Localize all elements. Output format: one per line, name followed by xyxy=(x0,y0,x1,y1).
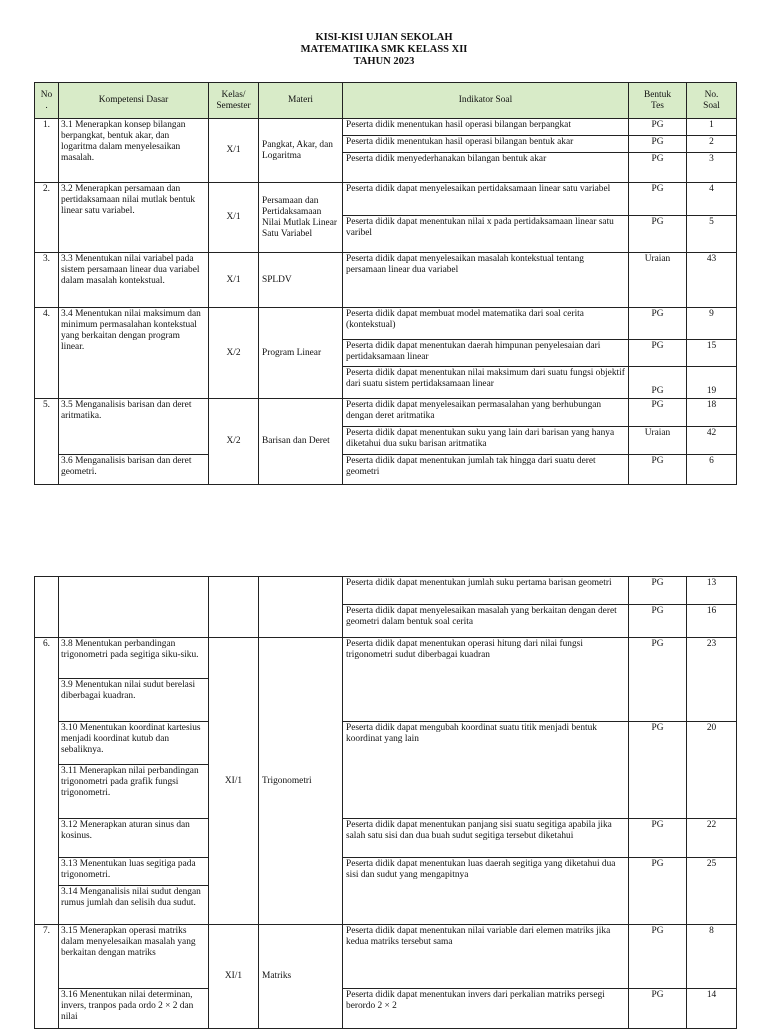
kompetensi-dasar: 3.12 Menerapkan aturan sinus dan kosinus. xyxy=(59,819,209,858)
nomor-soal: 3 xyxy=(687,153,737,183)
bentuk-tes: Uraian xyxy=(629,253,687,308)
kelas-semester: X/2 xyxy=(209,308,259,399)
nomor-soal: 6 xyxy=(687,455,737,485)
kisi-kisi-table-page-1 xyxy=(34,82,737,485)
title-line-3: TAHUN 2023 xyxy=(353,56,415,67)
header-kelas-semester: Kelas/ Semester xyxy=(209,83,259,119)
materi: Trigonometri xyxy=(259,638,343,925)
kelas-semester: X/1 xyxy=(209,253,259,308)
indikator-soal: Peserta didik dapat menyelesaikan masalah kontekstual tentang persamaan linear dua variabel xyxy=(343,253,629,308)
bentuk-tes: PG xyxy=(629,367,687,399)
kompetensi-dasar: 3.4 Menentukan nilai maksimum dan minimum permasalahan kontekstual yang berkaitan dengan program linear. xyxy=(59,308,209,399)
nomor-soal: 19 xyxy=(687,367,737,399)
kompetensi-dasar: 3.5 Menganalisis barisan dan deret aritmatika. xyxy=(59,399,209,455)
row-number: 1. xyxy=(35,119,59,183)
nomor-soal: 14 xyxy=(687,989,737,1029)
row-number: 2. xyxy=(35,183,59,253)
nomor-soal: 23 xyxy=(687,638,737,722)
indikator-soal: Peserta didik menentukan hasil operasi bilangan berpangkat xyxy=(343,119,629,136)
indikator-soal: Peserta didik dapat menentukan luas daerah segitiga yang diketahui dua sisi dan sudut yang mengapitnya xyxy=(343,858,629,925)
bentuk-tes: Uraian xyxy=(629,427,687,455)
bentuk-tes: PG xyxy=(629,455,687,485)
header-materi: Materi xyxy=(259,83,343,119)
kelas-semester: X/2 xyxy=(209,399,259,485)
header-no-soal: No. Soal xyxy=(687,83,737,119)
nomor-soal: 20 xyxy=(687,722,737,819)
bentuk-tes: PG xyxy=(629,308,687,340)
indikator-soal: Peserta didik dapat menentukan nilai variable dari elemen matriks jika kedua matriks tersebut sama xyxy=(343,925,629,989)
bentuk-tes: PG xyxy=(629,577,687,605)
kelas-semester xyxy=(209,577,259,638)
indikator-soal: Peserta didik dapat menentukan daerah himpunan penyelesaian dari pertidaksamaan linear xyxy=(343,340,629,367)
kompetensi-dasar: 3.9 Menentukan nilai sudut berelasi diberbagai kuadran. xyxy=(59,679,209,722)
bentuk-tes: PG xyxy=(629,136,687,153)
bentuk-tes: PG xyxy=(629,399,687,427)
indikator-soal: Peserta didik dapat menentukan panjang sisi suatu segitiga apabila jika salah satu sisi dan dua buah sudut segitiga tersebut diketahui xyxy=(343,819,629,858)
kompetensi-dasar: 3.15 Menerapkan operasi matriks dalam menyelesaikan masalah yang berkaitan dengan matriks xyxy=(59,925,209,989)
nomor-soal: 9 xyxy=(687,308,737,340)
materi: Barisan dan Deret xyxy=(259,399,343,485)
bentuk-tes: PG xyxy=(629,340,687,367)
materi: Pangkat, Akar, dan Logaritma xyxy=(259,119,343,183)
bentuk-tes: PG xyxy=(629,989,687,1029)
nomor-soal: 43 xyxy=(687,253,737,308)
indikator-soal: Peserta didik dapat menentukan jumlah tak hingga dari suatu deret geometri xyxy=(343,455,629,485)
title-line-2: MATEMATIIKA SMK KELASS XII xyxy=(300,44,468,55)
kompetensi-dasar: 3.6 Menganalisis barisan dan deret geometri. xyxy=(59,455,209,485)
nomor-soal: 13 xyxy=(687,577,737,605)
bentuk-tes: PG xyxy=(629,858,687,925)
indikator-soal: Peserta didik menentukan hasil operasi bilangan bentuk akar xyxy=(343,136,629,153)
kompetensi-dasar: 3.11 Menerapkan nilai perbandingan trigonometri pada grafik fungsi trigonometri. xyxy=(59,765,209,819)
bentuk-tes: PG xyxy=(629,722,687,819)
kompetensi-dasar: 3.10 Menentukan koordinat kartesius menjadi koordinat kutub dan sebaliknya. xyxy=(59,722,209,765)
nomor-soal: 42 xyxy=(687,427,737,455)
nomor-soal: 25 xyxy=(687,858,737,925)
nomor-soal: 22 xyxy=(687,819,737,858)
indikator-soal: Peserta didik dapat menyelesaikan permasalahan yang berhubungan dengan deret aritmatika xyxy=(343,399,629,427)
nomor-soal: 5 xyxy=(687,216,737,253)
indikator-soal: Peserta didik dapat menentukan operasi hitung dari nilai fungsi trigonometri sudut diberbagai kuadran xyxy=(343,638,629,722)
indikator-soal: Peserta didik dapat mengubah koordinat suatu titik menjadi bentuk koordinat yang lain xyxy=(343,722,629,819)
materi: Program Linear xyxy=(259,308,343,399)
kompetensi-dasar: 3.14 Menganalisis nilai sudut dengan rumus jumlah dan selisih dua sudut. xyxy=(59,886,209,925)
bentuk-tes: PG xyxy=(629,183,687,216)
kompetensi-dasar: 3.2 Menerapkan persamaan dan pertidaksamaan nilai mutlak bentuk linear satu variabel. xyxy=(59,183,209,253)
kelas-semester: X/1 xyxy=(209,183,259,253)
row-number: 3. xyxy=(35,253,59,308)
header-no: No . xyxy=(35,83,59,119)
kompetensi-dasar: 3.8 Menentukan perbandingan trigonometri pada segitiga siku-siku. xyxy=(59,638,209,679)
kelas-semester: X/1 xyxy=(209,119,259,183)
nomor-soal: 2 xyxy=(687,136,737,153)
row-number: 5. xyxy=(35,399,59,485)
materi: Persamaan dan Pertidaksamaan Nilai Mutlak Linear Satu Variabel xyxy=(259,183,343,253)
bentuk-tes: PG xyxy=(629,216,687,253)
materi: Matriks xyxy=(259,925,343,1029)
kompetensi-dasar: 3.16 Menentukan nilai determinan, invers, tranpos pada ordo 2 × 2 dan nilai xyxy=(59,989,209,1029)
indikator-soal: Peserta didik dapat menyelesaikan pertidaksamaan linear satu variabel xyxy=(343,183,629,216)
nomor-soal: 15 xyxy=(687,340,737,367)
indikator-soal: Peserta didik dapat menentukan nilai maksimum dari suatu fungsi objektif dari suatu sistem pertidaksamaan linear xyxy=(343,367,629,399)
title-line-1: KISI-KISI UJIAN SEKOLAH xyxy=(315,32,453,43)
kelas-semester: XI/1 xyxy=(209,925,259,1029)
kompetensi-dasar: 3.13 Menentukan luas segitiga pada trigonometri. xyxy=(59,858,209,886)
materi xyxy=(259,577,343,638)
row-number: 7. xyxy=(35,925,59,1029)
nomor-soal: 1 xyxy=(687,119,737,136)
header-bentuk-tes: Bentuk Tes xyxy=(629,83,687,119)
nomor-soal: 18 xyxy=(687,399,737,427)
bentuk-tes: PG xyxy=(629,605,687,638)
header-indikator-soal: Indikator Soal xyxy=(343,83,629,119)
materi: SPLDV xyxy=(259,253,343,308)
kompetensi-dasar xyxy=(59,577,209,638)
kompetensi-dasar: 3.3 Menentukan nilai variabel pada sistem persamaan linear dua variabel dalam masalah kontekstual. xyxy=(59,253,209,308)
indikator-soal: Peserta didik dapat menentukan nilai x pada pertidaksamaan linear satu varibel xyxy=(343,216,629,253)
header-kompetensi-dasar: Kompetensi Dasar xyxy=(59,83,209,119)
kelas-semester: XI/1 xyxy=(209,638,259,925)
nomor-soal: 8 xyxy=(687,925,737,989)
bentuk-tes: PG xyxy=(629,638,687,722)
nomor-soal: 16 xyxy=(687,605,737,638)
kisi-kisi-table-page-2 xyxy=(34,576,737,1029)
bentuk-tes: PG xyxy=(629,153,687,183)
indikator-soal: Peserta didik dapat membuat model matematika dari soal cerita (kontekstual) xyxy=(343,308,629,340)
indikator-soal: Peserta didik menyederhanakan bilangan bentuk akar xyxy=(343,153,629,183)
indikator-soal: Peserta didik dapat menyelesaikan masalah yang berkaitan dengan deret geometri dalam bentuk soal cerita xyxy=(343,605,629,638)
bentuk-tes: PG xyxy=(629,119,687,136)
kompetensi-dasar: 3.1 Menerapkan konsep bilangan berpangkat, bentuk akar, dan logaritma dalam menyelesaikan masalah. xyxy=(59,119,209,183)
indikator-soal: Peserta didik dapat menentukan jumlah suku pertama barisan geometri xyxy=(343,577,629,605)
indikator-soal: Peserta didik dapat menentukan invers dari perkalian matriks persegi berordo 2 × 2 xyxy=(343,989,629,1029)
bentuk-tes: PG xyxy=(629,925,687,989)
row-number: 4. xyxy=(35,308,59,399)
bentuk-tes: PG xyxy=(629,819,687,858)
document-title xyxy=(0,32,768,68)
row-number: 6. xyxy=(35,638,59,925)
nomor-soal: 4 xyxy=(687,183,737,216)
row-number xyxy=(35,577,59,638)
indikator-soal: Peserta didik dapat menentukan suku yang lain dari barisan yang hanya diketahui dua suku barisan aritmatika xyxy=(343,427,629,455)
